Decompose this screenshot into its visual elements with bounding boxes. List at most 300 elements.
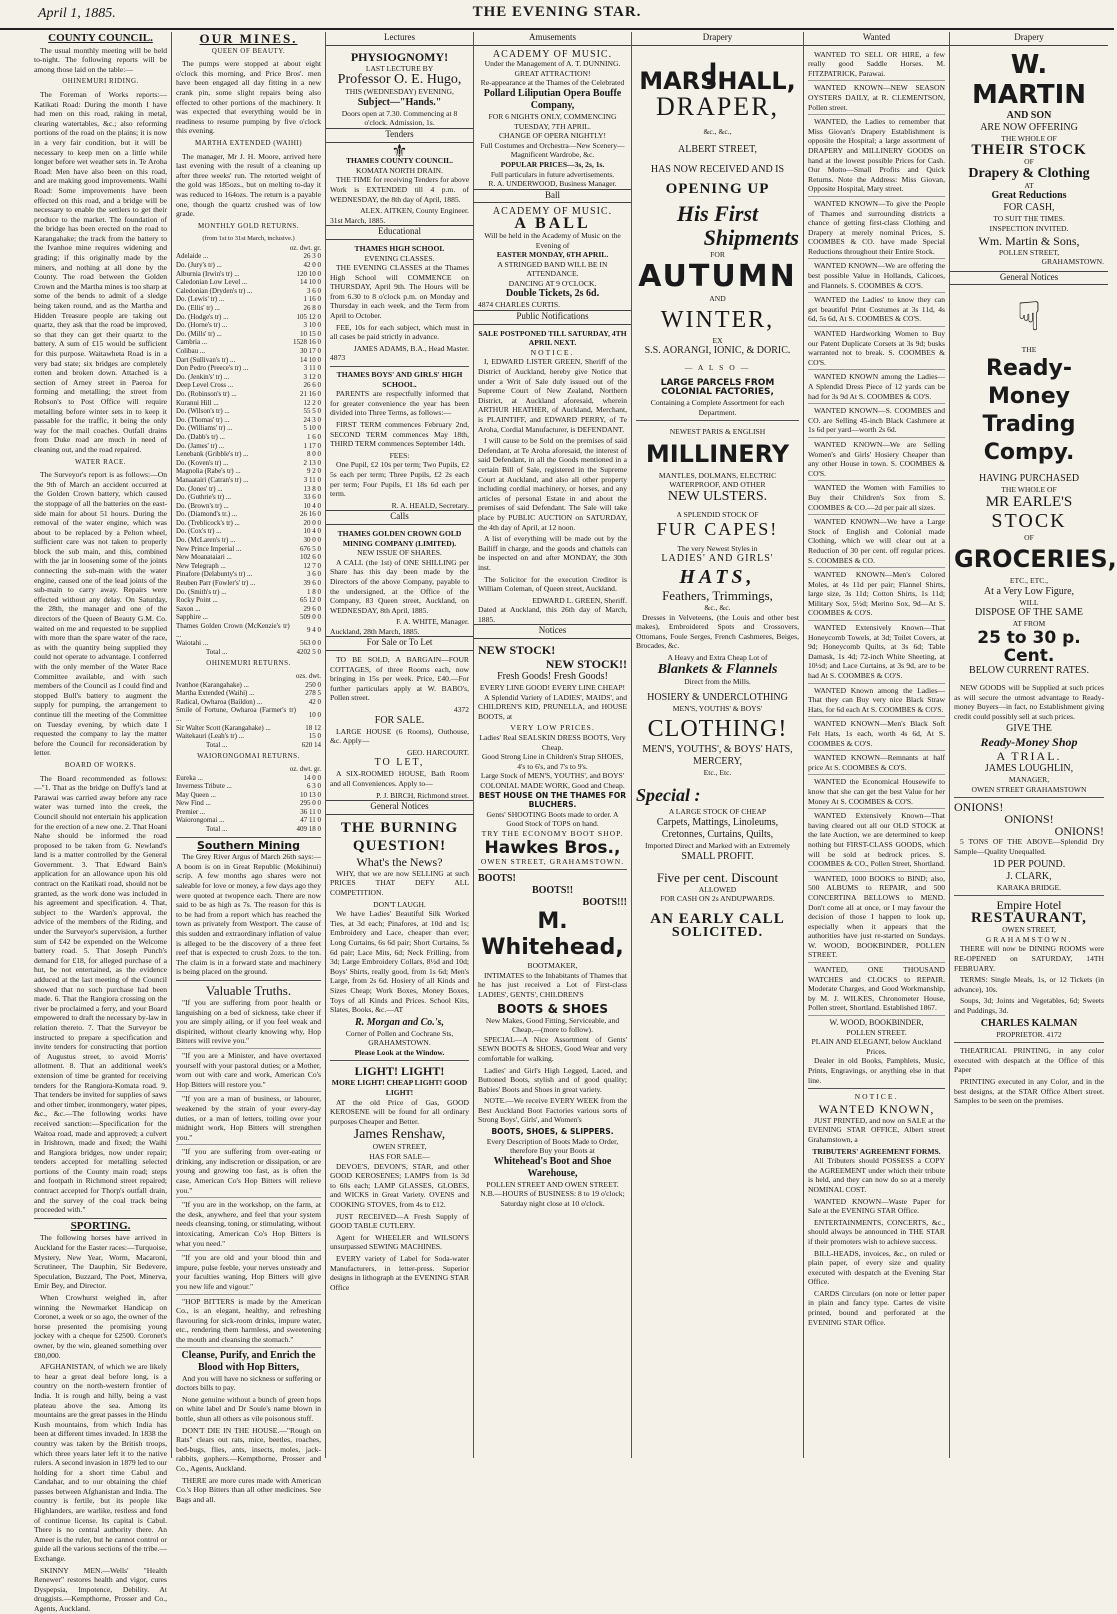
ad-line: ARE NOW OFFERING — [980, 121, 1078, 133]
classified-ad: WANTED Known among the Ladies—That they can Buy very nice Black Straw Hats, for 6d each At S. COOMBES & CO'S. — [808, 686, 945, 718]
section-heading: WATER RACE. — [75, 457, 126, 466]
yield-cell: 21 16 0 — [300, 389, 321, 398]
hats-heading: HATS, — [679, 566, 756, 589]
ad-signature: JAMES ADAMS, B.A., Head Master. — [353, 343, 469, 353]
section-header-ball: Ball — [474, 189, 631, 204]
ad-line: EVENING CLASSES. — [364, 253, 435, 263]
ad-title: FOR SALE. — [374, 714, 425, 726]
table-row — [176, 442, 321, 451]
yield-cell: 14 10 0 — [300, 278, 321, 287]
yield-cell: 10 0 — [308, 710, 321, 719]
ad-title: R. Morgan and Co.'s, — [355, 1016, 444, 1028]
yield-cell: 18 12 — [305, 723, 321, 732]
ad-line: Fresh Goods! Fresh Goods! — [497, 671, 608, 683]
ad-text: THEATRICAL PRINTING, in any color executed with despatch at the Office of this Paper — [954, 1046, 1104, 1075]
table-row — [176, 304, 321, 313]
county-council-heading: COUNTY COUNCIL. — [48, 32, 153, 44]
ad-line: Carpets, Mattings, Linoleums, Cretonnes, Curtains, Quilts, — [656, 817, 779, 841]
yield-cell: 26 16 0 — [300, 510, 321, 519]
table-row — [176, 476, 321, 485]
classified-ad: WANTED the Economical Housewife to know that she can get the best Value for her Money At S. COOMBES & CO'S. — [808, 777, 945, 809]
lecture-subject: Subject—"Hands." — [357, 96, 442, 108]
table-row — [176, 774, 321, 783]
table-row — [176, 399, 321, 408]
ad-line: POLLEN STREET. — [846, 1027, 907, 1037]
ad-text: 5 TONS OF THE ABOVE—Splendid Dry Sample—Quality Unequalled. — [954, 837, 1104, 857]
table-row — [176, 791, 321, 800]
classified-ad: WANTED the Ladies' to know they can get beautiful Print Costumes at 3s 11d, 4s 6d, 5s 6d, At S. COOMBES & CO'S. — [808, 295, 945, 327]
ad-line: &c., &c., — [703, 126, 732, 136]
ad-line: OF — [1024, 532, 1034, 542]
table-row — [176, 278, 321, 287]
yield-cell: 102 6 0 — [300, 553, 321, 562]
table-row — [176, 295, 321, 304]
table-body — [176, 252, 321, 647]
ball-headline: A BALL — [514, 214, 591, 232]
ad-line: OWEN STREET, — [1002, 925, 1056, 935]
ad-text: LARGE HOUSE (6 Rooms), Outhouse, &c. Apply— — [330, 726, 469, 746]
yield-cell: 10 4 0 — [303, 501, 321, 510]
classified-ad: WANTED, 1000 BOOKS to BIND; also, 500 ALBUMS to REPAIR, and 500 CONCERTINA BELLOWS to MEND. Don't come all at once, or I may favour the decision of those I happen to look up, especially when it appears that the authorities have just re-started on Sundays. W. WOOD, BOOKBINDER, POLLEN STREET. — [808, 874, 945, 963]
table-row — [176, 347, 321, 356]
ad-line: Corner of Pollen and Cochrane Sts, GRAHAMSTOWN. — [345, 1028, 454, 1048]
table-row — [176, 605, 321, 614]
mine-name-cell: May Queen ... — [176, 790, 216, 799]
total-label: Total ... — [206, 740, 228, 749]
classified-ad: "HOP BITTERS is made by the American Co., is an elegant, healthy, and refreshing flavouring for sick-room drinks, impure water, etc., rendering them harmless, and sweetening the mouth and cleansing the stomach." — [176, 1297, 321, 1348]
ad-line: EVERY LINE GOOD! EVERY LINE CHEAP! — [479, 683, 626, 693]
ad-text: INTIMATES to the Inhabitants of Thames that he has just received a Lot of First-class LADIES', GENTS', CHILDREN'S — [478, 970, 627, 999]
divider — [176, 837, 321, 838]
article-paragraph: AFGHANISTAN, of which we are likely to hear a great deal before long, is a country on the north-western frontier of India. It is rough and hilly, being a vast plateau above the sea. Among its mountains are the great passes in the Hindu Kush mountains, from which India has been at different times invaded. In 1838 the country was taken by the British troops, which three years later left it to the native rulers. A second invasion in 1879 led to our holding for a short time Cabul and Candahar, and to our obtaining the chief passes between Afghanistan and India. The country is fertile, but its people like Highlanders, are warlike, restless and fond of continue license. Its capital is Cabul. There is no central authority there. An Ameer is the ruler, but he cannot control or guide all the various sections of the tribe.—Exchange. — [34, 1362, 167, 1564]
article-paragraph: The Foreman of Works reports:—Katikati Road: During the month I have had men on this road, raking in metal, clearing watertables, &c.; also reforming portions of the road on the plains; it is now in a very fair condition, but it will be necessary to keep men on a little while longer before wet weather sets in. Te Aroha Road: Men have also been on this road, and are making good improvements. Waihi Road: Some improvements have been effected on this road, and a bridge will be necessary to enable the settlers to get their produce to the market. The foundation of the bridge has been erected on the road to Karangahake; the track from the battery to the Ivanhoe mine requires widening and grading; if this originally made by the miners, and nothing at all done by the County. The road between the Golden Crown and the Martha mines is too sharp at some of the bends to admit of a sledge being taken round, and as the Martha and Hidden Treasure people are taking out quartz, they ask that the road be improved, so that they can get their quartz to the battery. A sum of £15 would be sufficient for this purpose. Waitawheta Road is in a very bad state; six bridges are completely rotten and broken down. Attached is a section of Arney street in Paeroa for forming and metalling; the street from Robson's to Post Office will require metalling before winter sets in to keep it passable for the traffic, it being the only way for the mail coaches. Outfall drains from Duke road are much in need of cleaning out, and the road repaired. — [34, 89, 167, 454]
ad-text: DEVOE'S, DEVON'S, STAR, and other GOOD KEROSENES; LAMPS from 1s 3d to 60s each; LAMP GLASSES, GLOBES, and WICKS in Great Variety. OVENS and COOKING STOVES, from 4s to £12. — [330, 1161, 469, 1209]
ad-line: Every Description of Boots Made to Order, therefore Buy your Boots at — [486, 1136, 619, 1156]
yield-cell: 42 0 0 — [303, 261, 321, 270]
ad-text: AT the old Price of Gas, GOOD KEROSENE will be found for all ordinary purposes Cheaper and Better. — [330, 1097, 469, 1126]
article-paragraph: DON'T DIE IN THE HOUSE.—"Rough on Rats" clears out rats, mice, beetles, roaches, bed-bugs, flies, ants, insects, moles, jack-rabbits, gophers.—Kempthorne, Prosser and Co., Agents, Auckland. — [176, 1425, 321, 1473]
ad-line: OWEN STREET, — [372, 1142, 427, 1152]
classified-ad: WANTED, ONE THOUSAND WATCHES and CLOCKS to REPAIR. Moderate Charges, and Good Workmanship, by M. J. WILKES, Chronometer House, Pollen street, Shortland. Established 1867. — [808, 965, 945, 1016]
table-row — [176, 588, 321, 597]
section-header-lectures: Lectures — [326, 32, 473, 46]
ad-line: OF — [1024, 157, 1034, 167]
yield-cell: 29 6 0 — [303, 604, 321, 613]
table-row — [176, 450, 321, 459]
mine-name-cell: Waitekauri (Leah's tr) ... — [176, 732, 244, 741]
mine-name-cell: Radical, Owharoa (Baildon) ... — [176, 697, 263, 706]
classified-ad: "If you are suffering from over-eating or drinking, any indiscretion or dissipation, or are young and growing too fast, as is often the case, American Co's Hop Bitters will relieve you." — [176, 1147, 321, 1198]
divider — [954, 797, 1104, 798]
ad-line: Please Look at the Window. — [354, 1047, 445, 1057]
ad-text: Ladies' and Girl's High Legged, Laced, and Buttoned Boots, stylish and of good quality; Babies' Boots and Shoes in great variety. — [478, 1065, 627, 1094]
ad-line: &c., &c. — [704, 603, 731, 613]
section-header-drapery: Drapery — [632, 32, 803, 46]
mine-name-cell: Do. (Robinson's tr) ... — [176, 389, 237, 398]
divider — [808, 1088, 945, 1089]
valuable-truths-heading: Valuable Truths. — [205, 982, 292, 998]
ulsters-heading: NEW ULSTERS. — [667, 488, 768, 504]
yield-cell: 676 5 0 — [300, 544, 321, 553]
millinery-heading: MILLINERY — [645, 439, 790, 468]
table-row — [176, 313, 321, 322]
ad-line: ETC., ETC., — [1009, 576, 1049, 586]
valuable-truths-list — [176, 998, 321, 1348]
classified-ad: WANTED Hardworking Women to Buy our Patent Duplicate Corsets at 3s 9d; busks warranted not to break. S. COOMBES & CO'S. — [808, 329, 945, 370]
ad-title: NOTICE. — [854, 1092, 899, 1102]
ad-line: GIVE THE — [1006, 723, 1052, 735]
column-county-council — [30, 32, 172, 1613]
yield-cell: 10 13 0 — [300, 790, 321, 799]
ad-line: FOR 6 NIGHTS ONLY, COMMENCING TUESDAY, 7TH APRIL. — [488, 111, 617, 131]
mine-name-cell: Dart (Sullivan's tr) ... — [176, 355, 236, 364]
table-row — [176, 689, 321, 698]
ad-text: Agent for WHEELER and WILSON'S unsurpassed SEWING MACHINES. — [330, 1232, 469, 1252]
ad-line: LAST LECTURE BY — [365, 63, 434, 73]
ad-text: JUST PRINTED, and now on SALE at the EVENING STAR OFFICE, Albert street Grahamstown, a — [808, 1115, 945, 1144]
percent-heading: 25 to 30 p. Cent. — [977, 627, 1081, 666]
ad-signature: ALEX. AITKEN, County Engineer. — [360, 206, 469, 216]
mine-name-cell: Deep Level Cross ... — [176, 381, 234, 390]
ad-text: We have Ladies' Beautiful Silk Worked Ties, at 3d each; Pinafores, at 10d and 1s; Embroidery and Lace, cheaper than ever; Long Curtains, 6s 6d pair; Short Curtains, 5s 6d pair; Lace Mits, 6d; Neck Frilling, from 3d; Large Embroidery Collars, 8½d and 10d; Boys' Shirts, really good, from 1s 6d; Men's Large, from 2s 6d. Hosiery of all Kinds and Sizes Cheap; Work Boxes, Money Boxes, Toys of all Kinds and Prices. School Kits, Slates, Books, &c.—AT — [330, 909, 469, 1015]
table-row — [176, 287, 321, 296]
section-header-educational: Educational — [326, 225, 473, 240]
ad-line: KARAKA BRIDGE. — [996, 882, 1062, 892]
table-row — [176, 553, 321, 562]
onions-heading: ONIONS! — [1004, 812, 1054, 827]
yield-cell: 1528 16 0 — [293, 338, 321, 347]
ad-title: NEW STOCK!! — [545, 657, 627, 672]
ad-line: VERY LOW PRICES. — [510, 723, 595, 733]
section-heading: BOARD OF WORKS. — [64, 760, 137, 769]
column-drapery-marshall — [632, 32, 804, 1458]
ad-line: Under the Management of A. T. DUNNING. — [484, 59, 621, 69]
monthly-gold-returns-table — [176, 244, 321, 657]
divider — [636, 420, 799, 421]
section-heading: MARTHA EXTENDED (WAIHI) — [194, 138, 303, 147]
ad-line: AND SON — [1006, 109, 1052, 121]
ad-text: PRINTING executed in any Color, and in the best designs, at the STAR Office Albert street. Samples to be seen on the premises. — [954, 1076, 1104, 1106]
classified-ad: WANTED KNOWN—Men's Black Soft Felt Hats, 1s each, worth 4s 6d, At S. COOMBES & CO'S. — [808, 719, 945, 751]
ad-line: GRAHAMSTOWN. — [985, 934, 1073, 944]
classified-ad: "If you are a man of business, or labourer, weakened by the strain of your every-day duties, or a man of letters, toiling over your midnight work, Hop Bitters will strengthen you." — [176, 1094, 321, 1145]
ad-line: TRY THE ECONOMY BOOT SHOP. — [481, 828, 624, 838]
mine-name-cell: Inverness Tribute ... — [176, 782, 232, 791]
divider — [478, 869, 627, 870]
yield-cell: 250 0 — [305, 680, 321, 689]
column-wanted — [804, 32, 950, 1458]
ad-number: 4372 — [453, 705, 469, 715]
mine-name-cell: Saxon ... — [176, 604, 201, 613]
ad-line: THE — [1021, 345, 1037, 355]
ad-line: A LARGE STOCK OF CHEAP — [668, 807, 767, 817]
ad-text: EVERY variety of Label for Soda-water Manufacturers, in letter-press. Superior designs in lithograph at the EVENING STAR Office — [330, 1253, 469, 1292]
total-value: 4202 5 0 — [296, 647, 321, 656]
section-header-general-notices: General Notices — [326, 800, 473, 815]
ad-line: New Makes, Good Fitting, Serviceable, and Cheap,—(more to follow). — [485, 1015, 620, 1035]
ad-line: Direct from the Mills. — [684, 676, 751, 686]
mine-name-cell: Sapphire ... — [176, 613, 208, 622]
article-paragraph: When Crowhurst weighed in, after winning the Newmarket Handicap on Coronet, a week or so ago, the owner of the horse presented the promising young jockey with a cheque for £2500. Coronet's owner, by the win, gleaned something over £80,000. — [34, 1293, 167, 1360]
ad-line: N.B.—HOURS of BUSINESS: 8 to 19 o'clock; Saturday night close at 10 o'clock. — [480, 1189, 625, 1209]
mine-name-cell: Martha Extended (Waihi) ... — [176, 689, 255, 698]
ad-line: DON'T LAUGH. — [373, 899, 426, 909]
mine-name-cell: Do. (Wilson's tr) ... — [176, 407, 230, 416]
ad-number: 4873 — [330, 353, 346, 363]
cleanse-heading: Cleanse, Purify, and Enrich the Blood with Hop Bitters, — [181, 1349, 316, 1373]
ad-line: MANAGER, — [1008, 775, 1050, 785]
table-row — [176, 330, 321, 339]
martin-title: W. MARTIN — [971, 49, 1087, 110]
returns-heading: OHINEMURI RETURNS. — [206, 659, 291, 668]
ad-signature: R. A. HEALD, Secretary. — [391, 500, 469, 510]
ad-line: DISPOSE OF THE SAME — [975, 607, 1083, 619]
ad-text: A SIX-ROOMED HOUSE, Bath Room and all Conveniences. Apply to— — [330, 769, 469, 788]
ad-line: OWEN STREET, GRAHAMSTOWN. — [480, 856, 625, 866]
ad-line: Full Costumes and Orchestra—New Scenery—Magnificent Wardrobe, &c. — [480, 140, 625, 160]
clothing-heading: CLOTHING! — [647, 715, 788, 742]
classified-ad: "If you are suffering from poor health or languishing on a bed of sickness, take cheer if you are simply ailing, or if you feel weak and dispirited, without clearly knowing why, Hop Bitters will revive you." — [176, 998, 321, 1049]
ad-line: Imported Direct and Marked with an Extremely — [644, 841, 791, 851]
ad-line: WILL — [1019, 597, 1039, 607]
yield-cell: 9 4 0 — [307, 626, 321, 635]
ready-money-shop-heading: Ready-Money Shop — [980, 735, 1078, 750]
table-row — [176, 261, 321, 270]
ad-text: Dealer in old Books, Pamphlets, Music, Prints, Engravings, or anything else in that line. — [808, 1056, 945, 1085]
ad-title: BOOTS & SHOES — [497, 1001, 608, 1016]
yield-cell: 3 11 0 — [303, 364, 321, 373]
mine-name-cell: Lenebank (Gribble's tr) ... — [176, 450, 249, 459]
ad-line: Ladies' Real SEALSKIN DRESS BOOTS, Very Cheap. — [479, 733, 626, 752]
total-value: 409 18 0 — [296, 825, 321, 834]
mine-name-cell: Cambria ... — [176, 338, 208, 347]
ohinemuri-returns-table — [176, 672, 321, 749]
ad-text: The Solicitor for the execution Creditor is William Coleman, of Queen street, Auckland. — [478, 574, 627, 594]
ad-line: BEST HOUSE ON THE THAMES FOR BLUCHERS. — [478, 790, 627, 810]
table-row — [176, 407, 321, 416]
southern-mining-heading: Southern Mining — [197, 838, 300, 852]
ad-text: ENTERTAINMENTS, CONCERTS, &c., should always be announced in THE STAR if their promoters wish to achieve success. — [808, 1217, 945, 1246]
table-row — [176, 338, 321, 347]
ad-title: Pollard Liliputian Opera Bouffe Company, — [483, 87, 622, 111]
section-header-drapery: Drapery — [950, 32, 1108, 46]
section-header-public-notifications: Public Notifications — [474, 310, 631, 325]
yield-cell: 1 16 0 — [303, 295, 321, 304]
classified-ad: "If you are a Minister, and have overtaxed yourself with your pastoral duties; or a Mother, worn out with care and work, American Co's Hop Bitters will restore you." — [176, 1051, 321, 1092]
table-row — [176, 493, 321, 502]
ad-line: THIS (WEDNESDAY) EVENING, — [345, 87, 454, 97]
table-row — [176, 321, 321, 330]
classified-ad: WANTED KNOWN—S. COOMBES and CO. are Selling 45-inch Black Cashmere at 1s 6d per yard—worth 2s 6d. — [808, 406, 945, 438]
mine-name-cell: New Prince Imperial ... — [176, 544, 242, 553]
yield-cell: 30 17 0 — [300, 347, 321, 355]
ad-line: Etc., Etc. — [703, 767, 732, 777]
wanted-ads-list — [808, 50, 945, 1016]
onions-heading: ONIONS! — [1054, 824, 1104, 839]
table-row — [176, 545, 321, 554]
ready-money-heading: Ready-Money — [986, 355, 1072, 409]
mine-name-cell: Caledonian Low Level ... — [176, 278, 248, 287]
ad-line: LARGE PARCELS FROM COLONIAL FACTORIES, — [660, 377, 775, 398]
trading-company-heading: Trading Compy. — [982, 411, 1076, 465]
ad-line: PROPRIETOR. 4172 — [996, 1029, 1062, 1039]
mine-name-cell: Do. (Treblicock's tr) ... — [176, 518, 240, 527]
mine-name-cell: Do. (Jury's tr) ... — [176, 261, 222, 270]
classified-ad: "If you are old and your blood thin and impure, pulse feeble, your nerves unsteady and your faculties waning, Hop Bitters will give you new life and vigour." — [176, 1253, 321, 1294]
ad-line: PLAIN AND ELEGANT, below Auckland Prices. — [811, 1037, 942, 1056]
yield-cell: 10 4 0 — [303, 527, 321, 536]
section-header-amusements: Amusements — [474, 32, 631, 46]
paper-title: THE EVENING STAR. — [472, 4, 642, 20]
article-paragraph: And you will have no sickness or suffering or doctors bills to pay. — [176, 1373, 321, 1393]
table-row — [176, 536, 321, 545]
mine-name-cell: Do. (Cox's tr) ... — [176, 527, 222, 536]
yield-cell: 15 0 — [308, 732, 321, 741]
mine-name-cell: Waiotahi ... — [176, 639, 209, 648]
mine-name-cell: Do. (Koven's tr) ... — [176, 458, 229, 467]
ad-line: FOR — [710, 250, 725, 260]
ad-line: OWEN STREET GRAHAMSTOWN — [971, 784, 1087, 794]
ad-line: FOR CASH, — [1003, 202, 1055, 214]
yield-cell: 26 6 0 — [303, 381, 321, 390]
article-paragraph: The pumps were stopped at about eight o'clock this morning, and Price Bros'. men have been engaged all day fitting in a new crank pin, some slight repairs being also effected to other portions of the machinery. It was expected that everything would be in readiness to resume pumping by five o'clock this evening. — [176, 59, 321, 136]
table-row — [176, 424, 321, 433]
ad-signature: EDWARD L. GREEN, Sheriff. — [532, 595, 627, 605]
article-paragraph: The Board recommended as follows:—"1. That as the bridge on Duffy's land at Parawai was carried away before any race water was turned into the creek, the Council should not entertain his application for the erection of a new one. 2. That Hoani Nahe should be informed the road proposed to be taken from G. Newland's land is a matter controlled by the General Government. 3. That Edward Bain's application for an allowance upon his old contract on the Katikati road, should not be granted, as the work done was included in his agreement and specification. 4. That, subject to the Warden's approval, the advice of the members of the Riding, and under the Surveyor's supervision, a further sum of £42 be expended on the Welcome battery road. 5. That Joseph Punch's demand for £18, for alleged purchase of a hut, be not entertained, as the evidence adduced at the last meeting of the Council showed that no such purchase had been made. 6. That the Rangiora crossing on the river be proclaimed a ferry, and your Board empowered to draft the necessary by-law in relation thereto. 7. That the Surveyor be instructed to prepare a specification and invite tenders for constructing that portion of Augustus street, to avoid Morris' allotment. 8. That an additional week's extension of time be granted for receiving tenders for the Rangiora-Komata road. 9. That tenders be invited for supplies of saws and other timber, ironmongery, water pipes, &c., &c.—The following works have received sanction:—Specification for the Waitoa road, made and approved; a culvert in Irishtown, made and fixed; the Waihi and Rangiora bridges, now under repair; tenders accepted for metalling selected portions of the County main road; steps and footpath in Richmond street repaired; contract accepted for Thorp's outfall drain, and the survey of the coal track being proceeded with." — [34, 773, 167, 1215]
yield-cell: 5 10 0 — [303, 424, 321, 433]
ad-line: HAS FOR SALE— — [369, 1152, 430, 1162]
discount-heading: Five per cent. Discount — [656, 869, 779, 885]
yield-cell: 12 7 0 — [303, 561, 321, 570]
table-row — [176, 698, 321, 707]
table-row — [176, 459, 321, 468]
yield-cell: 3 10 0 — [303, 321, 321, 330]
table-row — [176, 381, 321, 390]
ad-line: Good Strong Line in Children's Strap SHOES, 4's to 6's, and 7's to 9's. — [481, 752, 624, 771]
ad-line: Containing a Complete Assortment for each Department. — [650, 397, 785, 417]
ad-text: BILL-HEADS, invoices, &c., on ruled or plain paper, of every size and quality executed with despatch at the Evening Star Office. — [808, 1248, 945, 1287]
article-paragraph: SKINNY MEN.—Wells' "Health Renewer" restores health and vigor, cures Dyspepsia, Impotence, Debility. At druggists.—Kempthorne, Prosser and Co., Agents, Auckland. — [34, 1565, 167, 1613]
column-lectures — [326, 32, 474, 1458]
article-paragraph: The Surveyor's report is as follows:—On the 9th of March an accident occurred at the Golden Crown battery, which caused the stoppage of all the batteries on the east-side main for about 51 hours. During the removal of the water engine, which was about to be replaced by a Pelton wheel, sufficient care was not taken to properly block the sub main, and this, combined with the jar in loosening some of the joints connecting the sub-main with the water engine, caused one of the lead joints of the sub-main to carry away. Repairs were effected without any delay. On Saturday, the 28th, the manager and one of the directors of the Queen of Beauty G.M. Co. waited on me and requested to be supplied with more than the spare water of the race, as with the quantity being supplied they could not operate to advantage. I conferred with the only member of the Water Race Committee available, and with such members of the Council as I could find and stopped Bull's battery to augment the supply for pumping, the arrangement to continue till the meeting of the Committee on Tuesday evening, by which date I requested the company to lay the matter before the Council for reconsideration by letter. — [34, 470, 167, 758]
yield-cell: 1 17 0 — [303, 441, 321, 450]
column-amusements — [474, 32, 632, 1458]
yield-cell: 563 0 0 — [300, 639, 321, 648]
ad-text: CARDS Circulars (on note or letter paper in plain and fancy type. Cartes de visite printed, bound and perforated at the EVENING STAR Office. — [808, 1288, 945, 1327]
column-our-mines — [172, 31, 326, 1504]
ad-line: HAVING PURCHASED — [978, 472, 1080, 484]
mine-name-cell: Do. (Smith's tr) ... — [176, 587, 227, 596]
ad-line: BELOW CURRENT RATES. — [969, 664, 1089, 676]
ad-text: NOTE.—We receive EVERY WEEK from the Best Auckland Boot Factories various sorts of Strong Boys', Girls', and Women's — [478, 1096, 627, 1125]
classified-ad: WANTED KNOWN among the Ladies—A Splendid Dress Piece of 12 yards can be had for 3s 9d At S. COOMBES & CO'S. — [808, 372, 945, 404]
mine-name-cell: Do. (Brown's tr) ... — [176, 501, 229, 510]
classified-ad: WANTED Extensively Known—That Honeycomb Towels, at 3d; Toilet Covers, at 9d; Honeycomb Quilts, at 3s 6d; Table Damask, 1s 4d; 72-inch White Sheeting, at 10½d; and Lace Curtains, at 3s 9d, are to be had At S. COOMBES & CO'S. — [808, 623, 945, 684]
ad-line: Doors open at 7.30. Commencing at 8 o'clock. Admission, 1s. — [341, 108, 458, 128]
yield-cell: 8 0 0 — [307, 450, 321, 459]
mine-name-cell: Do. (Dabb's tr) ... — [176, 432, 225, 441]
section-header-calls: Calls — [326, 510, 473, 525]
mine-name-cell: Kuranui Hill ... — [176, 398, 219, 407]
divider — [330, 366, 469, 367]
section-header-wanted: Wanted — [804, 32, 949, 46]
ad-title: BOOTS! — [478, 873, 516, 885]
table-row — [176, 390, 321, 399]
mine-name-cell: Eureka ... — [176, 773, 203, 782]
ad-line: EX — [712, 335, 723, 345]
ad-date: Dated at Auckland, this 26th day of March, 1885. — [478, 605, 627, 624]
mine-name-cell: Ivanhoe (Karangahake) ... — [176, 680, 249, 689]
ad-line: DANCING AT 9 O'CLOCK. — [508, 278, 597, 288]
ad-line: Re-appearance at the Thames of the Celebrated — [480, 78, 625, 88]
returns-heading: MONTHLY GOLD RETURNS. — [197, 221, 300, 230]
section-header-for-sale: For Sale or To Let — [326, 636, 473, 651]
yield-cell: 24 3 0 — [303, 415, 321, 424]
mine-name-cell: Adelaide ... — [176, 252, 209, 261]
classified-ad: WANTED the Women with Families to Buy their Children's Sox from S. COOMBES & CO.—2d per pair all sizes. — [808, 483, 945, 515]
table-row — [176, 596, 321, 605]
ad-text: I, EDWARD LISTER GREEN, Sheriff of the District of Auckland, hereby give Notice that under a Writ of Sale duly issued out of the Supreme Court of New Zealand, Northern District, at Auckland aforesaid, wherein ARTHUR HEATHER, of Auckland, Merchant, is PLAINTIFF, and EDWARD PERRY, of Te Aroha, Cordial Manufacturer, is DEFENDANT. — [478, 357, 627, 434]
table-row — [176, 808, 321, 817]
ad-line: LADIES' AND GIRLS' — [661, 553, 774, 565]
table-body — [176, 774, 321, 826]
his-first-heading: His First — [676, 201, 759, 227]
table-body — [176, 681, 321, 741]
ad-line: The very Newest Styles in — [677, 543, 758, 553]
classified-ad: WANTED KNOWN—To give the People of Thames and surrounding districts a chance of getting first-class Clothing and Drapery at merely nominal Prices, S. COOMBES & CO. have made Special Reductions throughout their Entire Stock. — [808, 199, 945, 260]
stock-heading: STOCK — [991, 509, 1067, 532]
mine-name-cell: Do. (Ellis' tr) ... — [176, 304, 220, 313]
ad-title: BOOTS!!! — [582, 897, 627, 909]
yield-cell: 13 8 0 — [303, 484, 321, 493]
mine-name-cell: Magnolia (Rabe's tr) ... — [176, 467, 241, 476]
ad-line: SMALL PROFIT. — [681, 850, 754, 862]
ad-line: At a Very Low Figure, — [983, 585, 1075, 597]
ad-line: NEW ISSUE OF SHARES. — [357, 548, 442, 558]
ad-line: Full particulars in future advertisements. — [490, 169, 615, 179]
ad-line: Gents' SHOOTING Boots made to order. A Good Stock of TOPS on hand. — [486, 809, 619, 829]
ad-title: ACADEMY OF MUSIC. — [492, 206, 613, 218]
article-paragraph: The usual monthly meeting will be held to-night. The following reports will be among those laid on the table:— — [34, 45, 167, 74]
fur-capes-heading: FUR CAPES! — [656, 518, 779, 539]
drapery-clothing-heading: Drapery & Clothing — [968, 165, 1090, 181]
ad-line: HAS NOW RECEIVED AND IS — [650, 164, 785, 176]
ad-line: 1D PER POUND. — [992, 858, 1066, 870]
ad-line: MANTLES, DOLMANS, ELECTRIC WATERPROOF, AND OTHER — [658, 470, 777, 490]
ad-title: What's the News? — [356, 854, 443, 869]
ad-line: MEN'S, YOUTHS', & BOYS' HATS, MERCERY, — [642, 743, 793, 767]
ad-line: A SPLENDID STOCK OF — [676, 509, 759, 519]
mine-name-cell: Do. (Thomas' tr) ... — [176, 415, 230, 424]
mine-name-cell: Do. (Jones' tr) ... — [176, 484, 223, 493]
ad-text: TO BE SOLD, A BARGAIN—FOUR COTTAGES, of three Rooms each, now bringing in 15s per week. Price, £40.—For further particulars apply at W. BABO's, Pollen street. — [330, 655, 469, 703]
ad-line: Will be held in the Academy of Music on the Evening of — [484, 230, 621, 250]
ad-line: ALBERT STREET, — [677, 144, 758, 156]
total-value: 620 14 — [301, 740, 321, 749]
article-paragraph: The manager, Mr J. H. Moore, arrived here last evening with the result of a cleaning up after three weeks' run. The retorted weight of the gold was 185ozs., but on melting to-day it was reduced to 164ozs. The return is a payable one, though the quartz crushed was of low grade. — [176, 151, 321, 219]
mine-name-cell: Do. (Diamond's tr.) ... — [176, 510, 238, 519]
ad-line: A Heavy and Extra Cheap Lot of — [667, 653, 768, 663]
table-column-header: ozs. dwt. — [295, 671, 321, 680]
ad-title: ACADEMY OF MUSIC. — [492, 48, 613, 60]
ad-text: JUST RECEIVED—A Fresh Supply of GOOD TABLE CUTLERY. — [330, 1211, 469, 1231]
table-row — [176, 502, 321, 511]
table-row — [176, 467, 321, 476]
mine-name-cell: Sir Walter Scott (Karangahake) ... — [176, 723, 271, 732]
yield-cell: 42 0 — [308, 697, 321, 706]
table-row — [176, 252, 321, 261]
yield-cell: 65 12 0 — [300, 596, 321, 605]
